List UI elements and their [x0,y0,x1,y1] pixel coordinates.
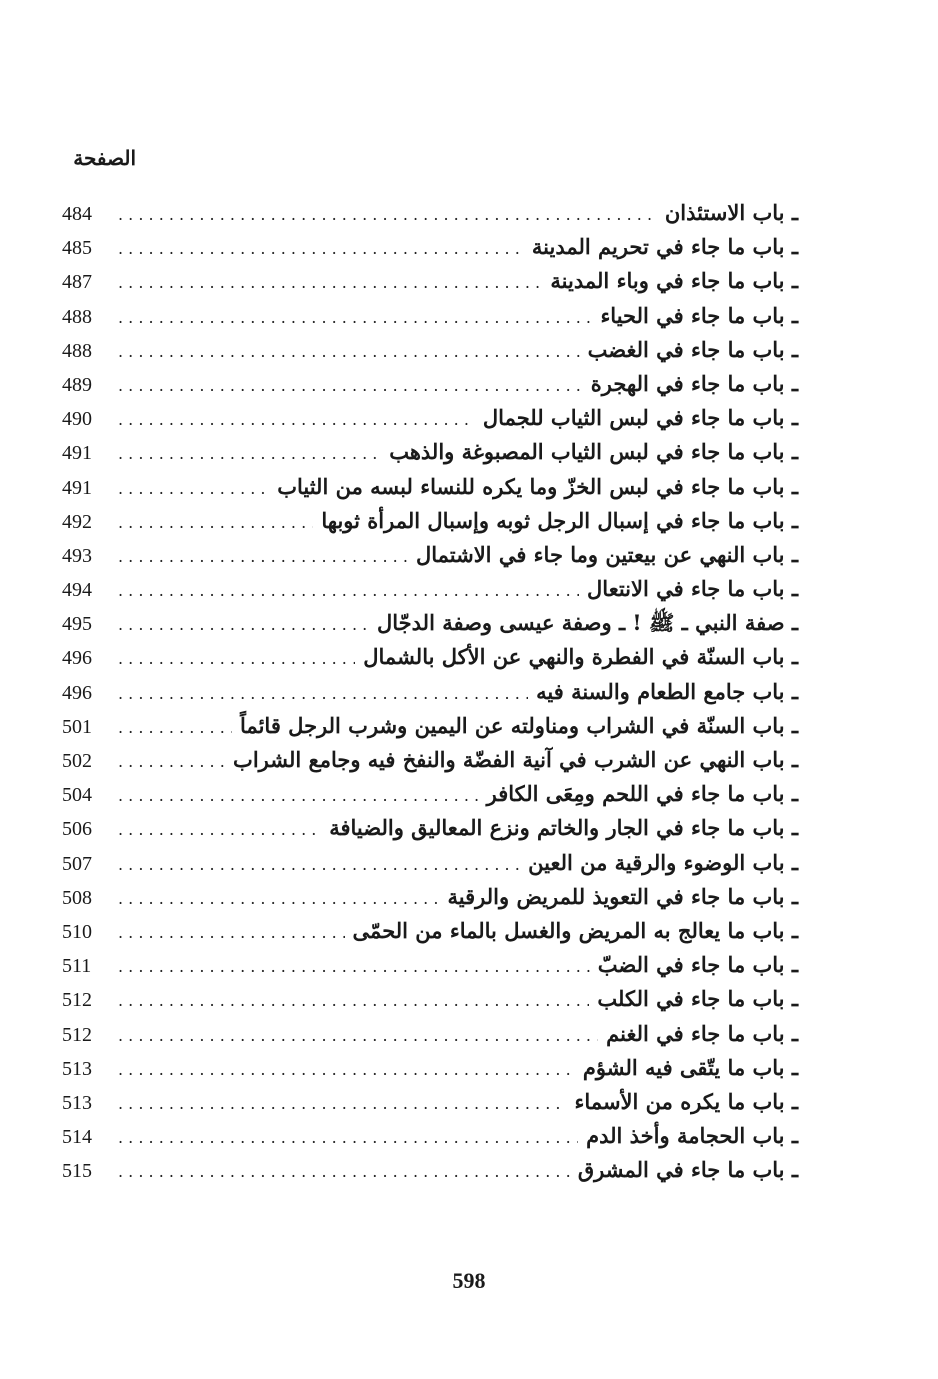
toc-entry-title: ـ باب ما جاء في اللحم ومِعَى الكافر [486,781,798,807]
dot-leader [118,301,592,335]
page-number: 598 [452,1268,486,1293]
toc-entry-title: ـ باب السنّة في الشراب ومناولته عن اليمين وشرب الرجل قائماً [240,712,798,738]
toc-entry [62,1153,798,1187]
toc-entry-title: ـ باب ما يتّقى فيه الشؤم [582,1054,798,1080]
toc-entry [62,504,798,538]
toc-entry [62,196,798,230]
toc-entry [62,572,798,606]
toc-entry-title: ـ باب ما جاء في المشرق [577,1157,798,1183]
dot-leader [118,540,408,574]
toc-entry [62,982,798,1016]
dot-leader [118,950,590,984]
toc-entry-page-number: 511 [62,955,92,978]
toc-entry-title: ـ باب ما جاء في الهجرة [590,370,798,396]
toc-entry-page-number: 513 [62,1057,92,1080]
toc-entry-title: ـ باب السنّة في الفطرة والنهي عن الأكل بالشمال [363,644,798,670]
toc-entry-page-number: 513 [62,1091,92,1114]
toc-entry [62,846,798,880]
toc-entry-page-number: 508 [62,886,92,909]
toc-entry-title: ـ باب ما يعالج به المريض والغسل بالماء من الحمّى [352,917,798,943]
dot-leader [118,198,657,232]
toc-entry-title: ـ باب ما جاء في لبس الثياب للجمال [482,405,798,431]
toc-entry-title: ـ صفة النبي ـ ﷺ ! ـ وصفة عيسى وصفة الدجّال [377,610,798,636]
toc-entry-page-number: 496 [62,647,92,670]
toc-entry [62,299,798,333]
toc-entry [62,948,798,982]
toc-entry-page-number: 489 [62,373,92,396]
toc-entry [62,777,798,811]
toc-entry-page-number: 488 [62,305,92,328]
toc-entry-title: ـ باب ما جاء في وباء المدينة [550,268,798,294]
toc-entry-page-number: 512 [62,989,92,1012]
toc-entry-page-number: 484 [62,203,92,225]
toc-entry-title: ـ باب ما يكره من الأسماء [574,1088,798,1114]
toc-entry-page-number: 488 [62,339,92,362]
dot-leader [118,677,528,711]
toc-entry-title: ـ باب النهي عن الشرب في آنية الفضّة والنفخ فيه وجامع الشراب [233,747,798,772]
toc-entry [62,914,798,948]
toc-entry [62,470,798,504]
toc-entry-title: ـ باب النهي عن بيعتين وما جاء في الاشتمال [415,541,798,567]
toc-entry-page-number: 510 [62,920,92,943]
toc-entry-title: ـ باب ما جاء في إسبال الرجل ثوبه وإسبال المرأة ثوبها [321,507,798,533]
toc-entry-page-number: 491 [62,442,92,465]
toc-entry-title: ـ باب ما جاء في الجار والخاتم ونزع المعاليق والضيافة [329,815,798,841]
table-of-contents [62,196,798,1187]
toc-entry-title: ـ باب الاستئذان [664,200,798,225]
toc-entry [62,538,798,572]
toc-entry-page-number: 490 [62,408,92,431]
toc-entry-page-number: 501 [62,715,92,738]
toc-entry-page-number: 504 [62,784,92,807]
dot-leader [118,574,579,608]
dot-leader [118,1053,575,1087]
toc-entry-title: ـ باب الحجامة وأخذ الدم [586,1123,798,1149]
dot-leader [118,403,475,437]
toc-entry-page-number: 485 [62,237,92,260]
toc-entry [62,264,798,298]
toc-entry-page-number: 491 [62,476,92,499]
toc-entry-page-number: 494 [62,579,92,602]
dot-leader [118,984,589,1018]
dot-leader [118,608,369,642]
toc-entry-page-number: 514 [62,1126,92,1149]
toc-entry [62,1051,798,1085]
toc-entry [62,1017,798,1051]
toc-entry [62,333,798,367]
toc-entry-page-number: 506 [62,818,92,841]
toc-entry-title: ـ باب ما جاء في لبس الخزّ وما يكره للنساء لبسه من الثياب [277,473,798,499]
toc-entry-page-number: 495 [62,613,92,636]
dot-leader [118,779,479,813]
toc-entry [62,709,798,743]
toc-entry [62,811,798,845]
toc-entry [62,743,798,777]
toc-entry-title: ـ باب ما جاء في الانتعال [587,576,798,602]
toc-entry [62,675,798,709]
toc-entry-page-number: 487 [62,271,92,294]
dot-leader [118,1121,578,1155]
toc-entry-title: ـ باب ما جاء في الغضب [587,336,798,362]
toc-entry-title: ـ باب ما جاء في الحياء [600,302,798,328]
toc-entry-page-number: 515 [62,1160,92,1183]
toc-entry-title: ـ باب جامع الطعام والسنة فيه [536,678,798,704]
toc-entry-title: ـ باب ما جاء في تحريم المدينة [531,234,798,260]
toc-entry [62,880,798,914]
toc-entry [62,435,798,469]
dot-leader [118,335,580,369]
toc-entry-page-number: 507 [62,852,92,875]
toc-entry-title: ـ باب الوضوء والرقية من العين [528,849,798,875]
toc-entry [62,1119,798,1153]
toc-entry [62,640,798,674]
toc-entry [62,230,798,264]
toc-entry-title: ـ باب ما جاء في لبس الثياب المصبوغة والذهب [389,439,798,465]
dot-leader [118,472,269,506]
dot-leader [118,882,440,916]
dot-leader [118,848,520,882]
dot-leader [118,1019,598,1053]
dot-leader [118,745,225,779]
toc-entry-page-number: 493 [62,544,92,567]
dot-leader [118,266,542,300]
toc-entry-title: ـ باب ما جاء في الغنم [606,1020,798,1046]
toc-entry [62,367,798,401]
dot-leader [118,232,524,266]
toc-entry [62,401,798,435]
dot-leader [118,1155,570,1189]
toc-entry-page-number: 492 [62,510,92,533]
page-column-header: الصفحة [73,146,136,170]
toc-entry-page-number: 502 [62,750,92,772]
toc-entry-title: ـ باب ما جاء في الضبّ [597,952,798,978]
dot-leader [118,1087,567,1121]
dot-leader [118,642,355,676]
toc-entry [62,606,798,640]
toc-entry-title: ـ باب ما جاء في التعويذ للمريض والرقية [447,883,798,909]
dot-leader [118,813,321,847]
toc-entry-page-number: 496 [62,681,92,704]
toc-entry [62,1085,798,1119]
dot-leader [118,711,232,745]
dot-leader [118,437,381,471]
dot-leader [118,369,583,403]
toc-entry-title: ـ باب ما جاء في الكلب [597,986,798,1012]
toc-entry-page-number: 512 [62,1023,92,1046]
dot-leader [118,506,313,540]
dot-leader [118,916,345,950]
